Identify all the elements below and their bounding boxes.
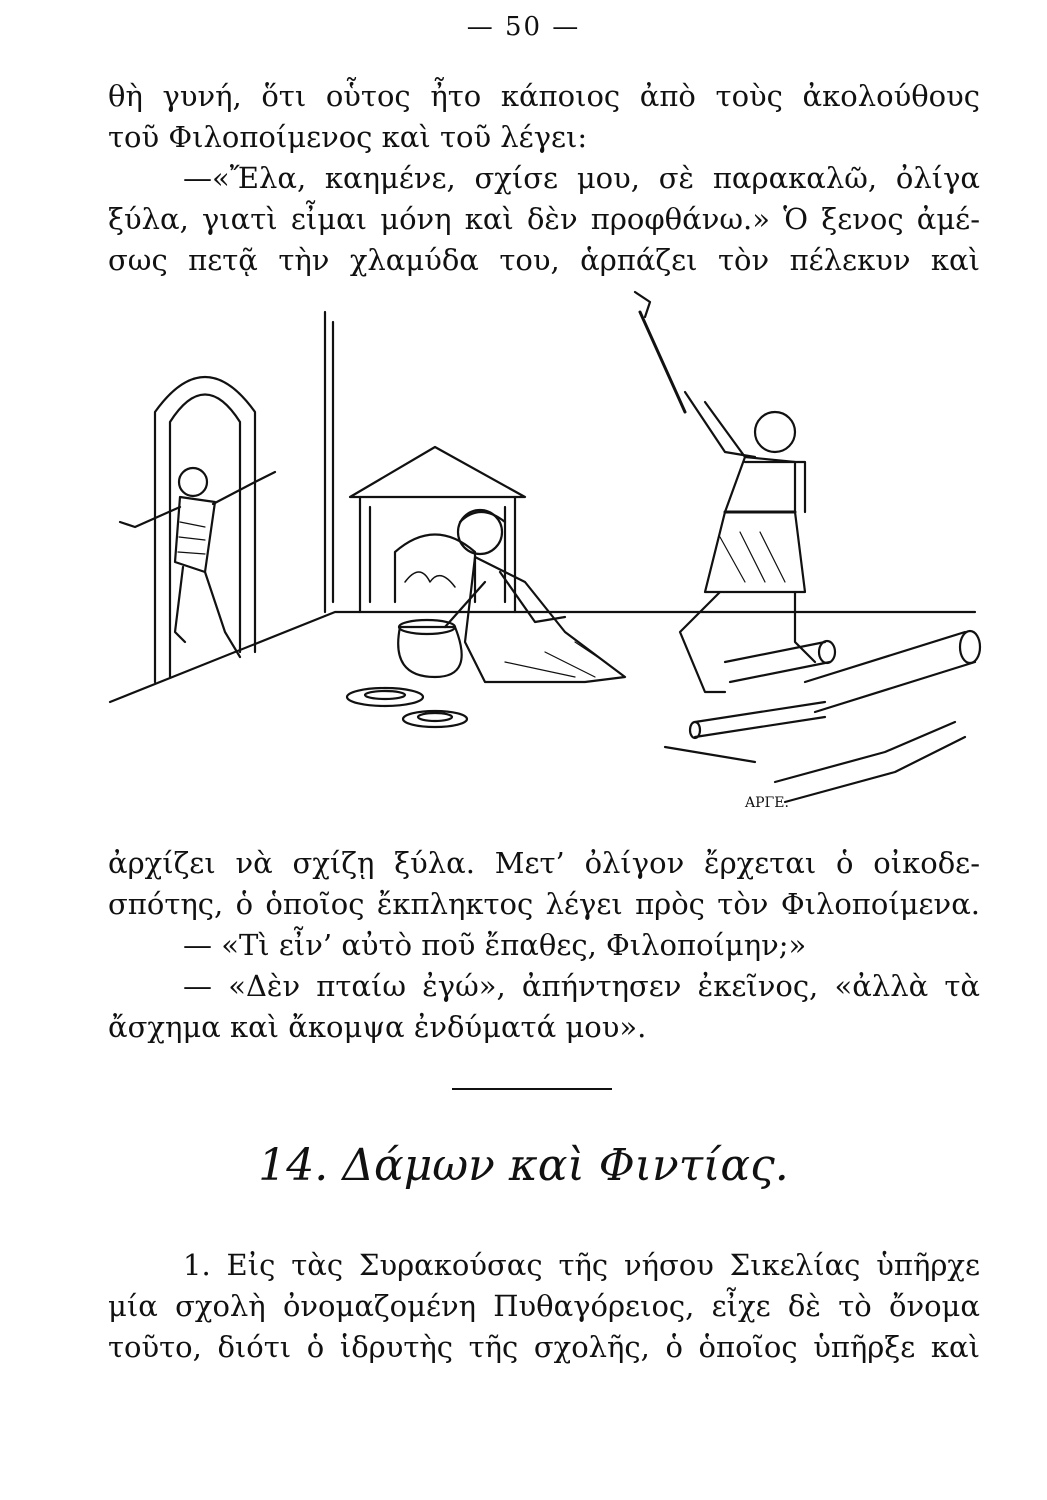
text-line: ἀρχίζει νὰ σχίζῃ ξύλα. Μετ’ ὀλίγον ἔρχεται ὁ οἰκοδε- (108, 846, 980, 880)
paragraph-1 (108, 1245, 980, 1368)
text-line: —«Ἔλα, καημένε, σχίσε μου, σὲ παρακαλῶ, ὀλίγα (183, 161, 980, 195)
man-chopping-wood-figure (635, 292, 815, 692)
text-line: τοῦτο, διότι ὁ ἱδρυτὴς τῆς σχολῆς, ὁ ὁποῖος ὑπῆρξε καὶ (108, 1330, 980, 1364)
kneeling-woman-figure (445, 510, 625, 682)
section-heading: 14. Δάμων καὶ Φιντίας. (258, 1140, 789, 1191)
section-divider-rule (452, 1088, 612, 1090)
text-line: ξύλα, γιατὶ εἶμαι μόνη καὶ δὲν προφθάνω.» Ὁ ξενος ἀμέ- (108, 202, 980, 236)
bottom-text-block (108, 843, 980, 1048)
text-line: — «Τὶ εἶν’ αὐτὸ ποῦ ἔπαθες, Φιλοποίμην;» (183, 928, 807, 962)
text-line: τοῦ Φιλοποίμενος καὶ τοῦ λέγει: (108, 120, 588, 154)
top-text-block (108, 76, 980, 281)
illustration-signature: ΑΡΓΕ. (745, 795, 789, 811)
text-line: 1. Εἰς τὰς Συρακούσας τῆς νήσου Σικελίας ὑπῆρχε (183, 1248, 980, 1282)
text-line: ἄσχημα καὶ ἄκομψα ἐνδύματά μου». (108, 1010, 647, 1044)
text-line: σως πετᾷ τὴν χλαμύδα του, ἁρπάζει τὸν πέλεκυν καὶ (108, 243, 980, 277)
firewood-logs (665, 631, 980, 802)
woodcut-illustration (105, 282, 985, 822)
text-line: θὴ γυνή, ὅτι οὗτος ἦτο κάποιος ἀπὸ τοὺς ἀκολούθους (108, 79, 980, 113)
text-line: μία σχολὴ ὀνομαζομένη Πυθαγόρειος, εἶχε δὲ τὸ ὄνομα (108, 1289, 980, 1323)
text-line: σπότης, ὁ ὁποῖος ἔκπληκτος λέγει πρὸς τὸν Φιλοποίμενα. (108, 887, 980, 921)
man-in-doorway-figure (120, 468, 275, 657)
page-number: — 50 — (466, 12, 581, 42)
fireplace (350, 447, 525, 612)
text-line: — «Δὲν πταίω ἐγώ», ἀπήντησεν ἐκεῖνος, «ἀλλὰ τὰ (183, 969, 980, 1003)
